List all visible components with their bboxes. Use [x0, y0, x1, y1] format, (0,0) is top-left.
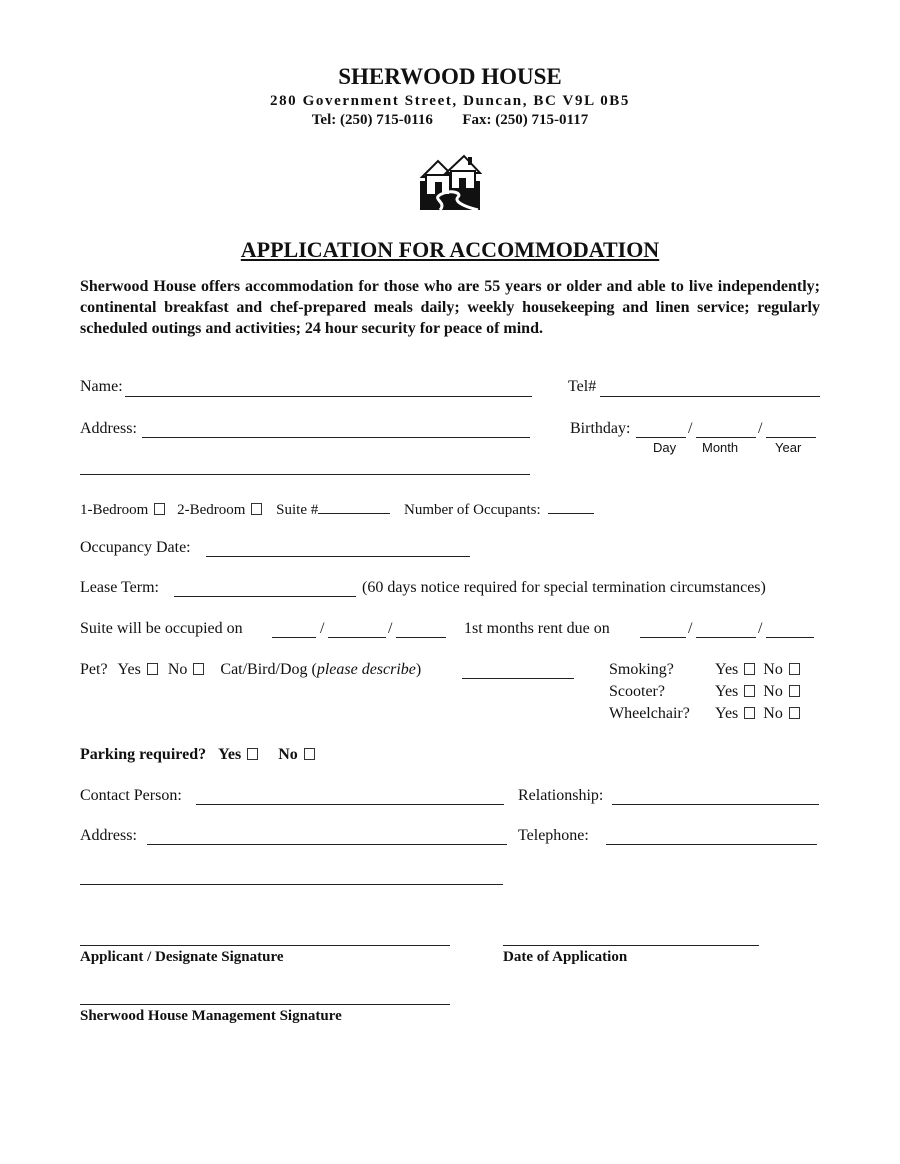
suite-occupied-label: Suite will be occupied on: [80, 620, 243, 637]
org-tel: Tel: (250) 715-0116: [311, 112, 433, 128]
birthday-slash-2: /: [758, 420, 763, 437]
tel-label: Tel#: [568, 378, 597, 395]
scooter-no-label: No: [763, 683, 783, 700]
houses-logo-icon: [418, 153, 482, 211]
parking-row: [80, 746, 319, 764]
two-bedroom-label: 2-Bedroom: [177, 502, 246, 518]
applicant-signature-label: Applicant / Designate Signature: [80, 949, 284, 965]
pet-yes-label: Yes: [117, 661, 141, 678]
lease-note: (60 days notice required for special termination circumstances): [362, 579, 766, 596]
pet-no-checkbox[interactable]: [193, 663, 204, 675]
first-rent-month-input[interactable]: [696, 637, 756, 638]
smoking-no-checkbox[interactable]: [789, 663, 800, 675]
suite-label: Suite #: [276, 502, 319, 518]
unit-row: [80, 499, 594, 519]
form-title: [0, 237, 900, 263]
smoking-label: Smoking?: [609, 661, 674, 678]
scooter-no-checkbox[interactable]: [789, 685, 800, 697]
telephone-label: Telephone:: [518, 827, 589, 844]
address-label: Address:: [80, 420, 137, 437]
parking-no-checkbox[interactable]: [304, 748, 315, 760]
wheelchair-no-checkbox[interactable]: [789, 707, 800, 719]
one-bedroom-label: 1-Bedroom: [80, 502, 149, 518]
org-address: 280 Government Street, Duncan, BC V9L 0B5: [269, 93, 631, 109]
scooter-options: [715, 683, 804, 701]
applicant-signature-line[interactable]: [80, 945, 450, 946]
birthday-month-input[interactable]: [696, 437, 756, 438]
tel-input[interactable]: [600, 396, 820, 397]
lease-term-input[interactable]: [174, 596, 356, 597]
date-of-application-line[interactable]: [503, 945, 759, 946]
relationship-input[interactable]: [612, 804, 819, 805]
pet-no-label: No: [167, 661, 188, 678]
contact-address-input[interactable]: [147, 844, 507, 845]
smoking-no-label: No: [763, 661, 783, 678]
address-input[interactable]: [142, 437, 530, 438]
form-title-text: APPLICATION FOR ACCOMMODATION: [240, 237, 660, 262]
lease-term-label: Lease Term:: [80, 579, 159, 596]
first-rent-day-input[interactable]: [640, 637, 686, 638]
scooter-label: Scooter?: [609, 683, 665, 700]
address-input-line-2[interactable]: [80, 474, 530, 475]
scooter-yes-label: Yes: [715, 683, 739, 700]
name-label: Name:: [80, 378, 123, 395]
org-contact: [0, 112, 900, 129]
org-fax: Fax: (250) 715-0117: [462, 112, 589, 128]
birthday-year-caption: Year: [775, 440, 802, 455]
parking-yes-checkbox[interactable]: [247, 748, 258, 760]
org-name: SHERWOOD HOUSE: [338, 64, 562, 89]
wheelchair-no-label: No: [763, 705, 783, 722]
name-input[interactable]: [125, 396, 532, 397]
first-rent-slash-1: /: [688, 620, 693, 637]
smoking-yes-label: Yes: [715, 661, 739, 678]
contact-person-label: Contact Person:: [80, 787, 182, 804]
contact-address-input-line-2[interactable]: [80, 884, 503, 885]
suite-occupied-slash-1: /: [320, 620, 325, 637]
pet-describe-hint: please describe: [316, 661, 416, 678]
relationship-label: Relationship:: [518, 787, 604, 804]
wheelchair-yes-checkbox[interactable]: [744, 707, 755, 719]
occupancy-date-label: Occupancy Date:: [80, 539, 191, 556]
birthday-day-input[interactable]: [636, 437, 686, 438]
pet-yes-checkbox[interactable]: [147, 663, 158, 675]
two-bedroom-checkbox[interactable]: [251, 503, 262, 515]
wheelchair-yes-label: Yes: [715, 705, 739, 722]
date-of-application-label: Date of Application: [503, 949, 628, 965]
parking-yes-label: Yes: [218, 746, 242, 763]
first-rent-slash-2: /: [758, 620, 763, 637]
telephone-input[interactable]: [606, 844, 817, 845]
pet-label: Pet?: [80, 661, 108, 678]
contact-address-label: Address:: [80, 827, 137, 844]
first-rent-label: 1st months rent due on: [464, 620, 610, 637]
suite-occupied-year-input[interactable]: [396, 637, 446, 638]
suite-input[interactable]: [318, 499, 390, 514]
smoking-options: [715, 661, 804, 679]
wheelchair-options: [715, 705, 804, 723]
intro-paragraph: Sherwood House offers accommodation for those who are 55 years or older and able to live independently; continental breakfast and chef-prepared meals daily; weekly housekeeping and linen service; regularly scheduled outings and activities; 24 hour security for peace of mind.: [80, 278, 820, 337]
management-signature-line[interactable]: [80, 1004, 450, 1005]
first-rent-year-input[interactable]: [766, 637, 814, 638]
parking-no-label: No: [278, 746, 298, 763]
occupants-input[interactable]: [548, 499, 594, 514]
pet-row: [80, 661, 421, 679]
parking-label: Parking required?: [80, 746, 207, 763]
suite-occupied-slash-2: /: [388, 620, 393, 637]
birthday-slash-1: /: [688, 420, 693, 437]
suite-occupied-month-input[interactable]: [328, 637, 386, 638]
occupancy-date-input[interactable]: [206, 556, 470, 557]
birthday-label: Birthday:: [570, 420, 631, 437]
suite-occupied-day-input[interactable]: [272, 637, 316, 638]
birthday-day-caption: Day: [653, 440, 677, 455]
smoking-yes-checkbox[interactable]: [744, 663, 755, 675]
wheelchair-label: Wheelchair?: [609, 705, 690, 722]
pet-type-suffix: ): [415, 661, 422, 678]
pet-type-prefix: Cat/Bird/Dog (: [220, 661, 317, 678]
birthday-month-caption: Month: [702, 440, 739, 455]
scooter-yes-checkbox[interactable]: [744, 685, 755, 697]
pet-describe-input[interactable]: [462, 678, 574, 679]
birthday-year-input[interactable]: [766, 437, 816, 438]
one-bedroom-checkbox[interactable]: [154, 503, 165, 515]
occupants-label: Number of Occupants:: [404, 502, 541, 518]
pet-type-label: [220, 661, 421, 678]
management-signature-label: Sherwood House Management Signature: [80, 1008, 342, 1024]
contact-person-input[interactable]: [196, 804, 504, 805]
